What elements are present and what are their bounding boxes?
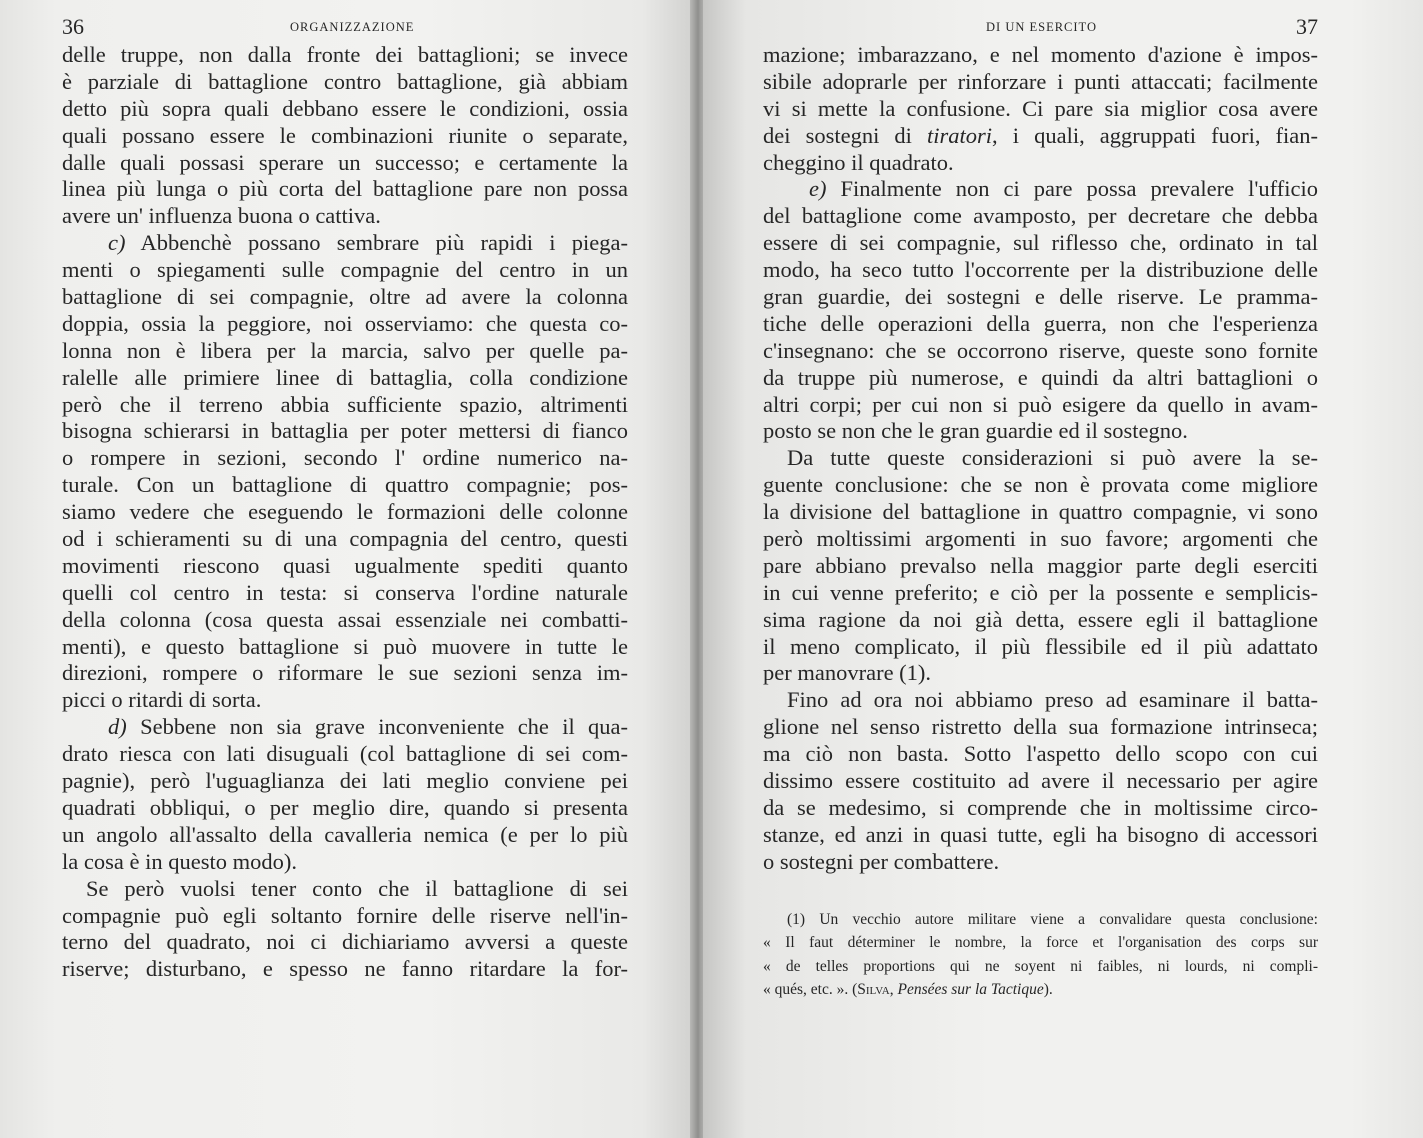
text-line: della colonna (cosa questa assai essenziale nei combatti-	[62, 606, 628, 632]
footnote-line: (1) Un vecchio autore militare viene a convalidare questa conclusione:	[787, 911, 1318, 928]
text-line: Finalmente non ci pare possa prevalere l'ufficio	[840, 176, 1318, 202]
text-fragment: dei sostegni di	[763, 122, 912, 148]
text-line: quadrati obbliqui, o per meglio dire, quando si presenta	[62, 794, 628, 820]
footnote-citation-line	[763, 978, 1318, 1001]
footnote-text: ).	[1043, 981, 1053, 999]
text-line: linea più lunga o più corta del battaglione pare non possa	[62, 176, 628, 202]
text-line: il meno complicato, il più flessibile ed il più adattato	[763, 633, 1318, 659]
running-head-left	[0, 12, 698, 42]
text-line: ma ciò non basta. Sotto l'aspetto dello scopo con cui	[763, 741, 1318, 767]
text-line: vi si mette la confusione. Ci pare sia miglior cosa avere	[763, 95, 1318, 121]
right-page	[703, 0, 1423, 1138]
text-line: movimenti riescono quasi ugualmente spediti quanto	[62, 552, 628, 578]
footnote	[763, 908, 1318, 1002]
text-line-with-italic	[763, 123, 1318, 150]
text-line: stanze, ed anzi in quasi tutte, egli ha bisogno di accessori	[763, 821, 1318, 847]
text-line: gran guardie, dei sostegni e delle riserve. Le pramma-	[763, 284, 1318, 310]
text-line: Abbenchè possano sembrare più rapidi i piega-	[140, 230, 628, 256]
item-marker-e: e)	[809, 176, 827, 202]
text-line: od i schieramenti su di una compagnia del centro, questi	[62, 526, 628, 552]
text-line: mazione; imbarazzano, e nel momento d'azione è impos-	[763, 42, 1318, 67]
text-line: del battaglione come avamposto, per decretare che debba	[763, 203, 1318, 229]
text-line: riserve; disturbano, e spesso ne fanno ritardare la for-	[62, 956, 628, 982]
text-line: da se medesimo, si comprende che in moltissime circo-	[763, 794, 1318, 820]
text-line: un angolo all'assalto della cavalleria nemica (e per lo più	[62, 821, 628, 847]
running-head-title-left: ORGANIZZAZIONE	[290, 20, 415, 34]
text-line: Fino ad ora noi abbiamo preso ad esaminare il batta-	[787, 687, 1318, 713]
text-line: doppia, ossia la peggiore, noi osserviamo: che questa co-	[62, 310, 628, 336]
page-number-36: 36	[62, 14, 84, 39]
text-line: detto più sopra quali debbano essere le condizioni, ossia	[62, 95, 628, 121]
text-line: guente conclusione: che se non è provata come migliore	[763, 472, 1318, 498]
text-line: turale. Con un battaglione di quattro compagnie; pos-	[62, 472, 628, 498]
text-line: delle truppe, non dalla fronte dei battaglioni; se invece	[62, 42, 628, 67]
text-line: menti), e questo battaglione si può muovere in tutte le	[62, 633, 628, 659]
running-head-right	[703, 12, 1423, 42]
footnote-text: ,	[889, 981, 898, 999]
text-line: terno del quadrato, noi ci dichiariamo avversi a queste	[62, 929, 628, 955]
footnote-book-title: Pensées sur la Tactique	[897, 981, 1044, 999]
text-line: siamo vedere che eseguendo le formazioni delle colonne	[62, 499, 628, 525]
text-line: cheggino il quadrato.	[763, 149, 954, 175]
left-page-text	[62, 42, 628, 983]
paragraph-d-first-line	[62, 714, 628, 741]
italic-term-tiratori: tiratori	[927, 122, 993, 148]
text-line: Sebbene non sia grave inconveniente che il qua-	[140, 714, 628, 740]
footnote-text: « qués, etc. ». (	[763, 981, 858, 999]
text-line: dissimo essere costituito ad avere il necessario per agire	[763, 768, 1318, 794]
text-line: o rompere in sezioni, secondo l' ordine numerico na-	[62, 445, 628, 471]
text-line: modo, ha seco tutto l'occorrente per la distribuzione delle	[763, 257, 1318, 283]
footnote-author: Silva	[857, 981, 890, 999]
text-fragment: , i quali, aggruppati fuori, fian-	[992, 122, 1318, 148]
text-line: lonna non è libera per la marcia, salvo per quelle pa-	[62, 337, 628, 363]
text-line: bisogna schierarsi in battaglia per poter mettersi di fianco	[62, 418, 628, 444]
text-line: posto se non che le gran guardie ed il sostegno.	[763, 418, 1188, 444]
text-line: da truppe più numerose, e quindi da altri battaglioni o	[763, 364, 1318, 390]
text-line: o sostegni per combattere.	[763, 848, 1000, 874]
text-line: è parziale di battaglione contro battaglione, già abbiam	[62, 68, 628, 94]
text-line: in cui venne preferito; e ciò per la possente e semplicis-	[763, 579, 1318, 605]
footnote-line: « Il faut déterminer le nombre, la force et l'organisation des corps sur	[763, 934, 1318, 952]
text-line: dalle quali possasi sperare un successo; e certamente la	[62, 149, 628, 175]
text-line: Se però vuolsi tener conto che il battaglione di sei	[86, 875, 628, 901]
text-line: ralelle alle primiere linee di battaglia, colla condizione	[62, 364, 628, 390]
text-line: battaglione di sei compagnie, oltre ad avere la colonna	[62, 284, 628, 310]
text-line: pare abbiano prevalso nella maggior parte degli eserciti	[763, 552, 1318, 578]
text-line: altri corpi; per cui non si può esigere da quello in avam-	[763, 391, 1318, 417]
text-line: pagnie), però l'uguaglianza dei lati meglio conviene pei	[62, 768, 628, 794]
running-head-title-right: DI UN ESERCITO	[986, 20, 1097, 34]
text-line: menti o spiegamenti sulle compagnie del centro in un	[62, 257, 628, 283]
text-line: quali possano essere le combinazioni riunite o separate,	[62, 122, 628, 148]
text-line: drato riesca con lati disuguali (col battaglione di sei com-	[62, 741, 628, 767]
paragraph-e-first-line	[763, 176, 1318, 203]
item-marker-d: d)	[108, 714, 127, 740]
footnote-line: « de telles proportions qui ne soyent ni faibles, ni lourds, ni compli-	[763, 957, 1318, 975]
footnote-reference-line: per manovrare (1).	[763, 660, 932, 686]
text-line: tiche delle operazioni della guerra, non che l'esperienza	[763, 310, 1318, 336]
text-line: la cosa è in questo modo).	[62, 848, 297, 874]
item-marker-c: c)	[108, 230, 126, 256]
paragraph-c-first-line	[62, 230, 628, 257]
right-page-text	[763, 42, 1318, 876]
text-line: essere di sei compagnie, sul riflesso che, ordinato in tal	[763, 230, 1318, 256]
text-line: però che il terreno abbia sufficiente spazio, altrimenti	[62, 391, 628, 417]
text-line: sima ragione da noi già detta, essere egli il battaglione	[763, 606, 1318, 632]
text-line: la divisione del battaglione in quattro compagnie, vi sono	[763, 499, 1318, 525]
text-line: compagnie può egli soltanto fornire delle riserve nell'in-	[62, 902, 628, 928]
text-line: però moltissimi argomenti in suo favore; argomenti che	[763, 526, 1318, 552]
text-line: glione nel senso ristretto della sua formazione intrinseca;	[763, 714, 1318, 740]
text-line: avere un' influenza buona o cattiva.	[62, 203, 381, 229]
page-number-37: 37	[1296, 14, 1318, 39]
text-line: picci o ritardi di sorta.	[62, 687, 262, 713]
text-line: quelli col centro in testa: si conserva l'ordine naturale	[62, 579, 628, 605]
text-line: Da tutte queste considerazioni si può avere la se-	[787, 445, 1318, 471]
left-page	[0, 0, 698, 1138]
text-line: direzioni, rompere o riformare le sue sezioni senza im-	[62, 660, 628, 686]
text-line: sibile adoprarle per rinforzare i punti attaccati; facilmente	[763, 68, 1318, 94]
text-line: c'insegnano: che se occorrono riserve, queste sono fornite	[763, 337, 1318, 363]
